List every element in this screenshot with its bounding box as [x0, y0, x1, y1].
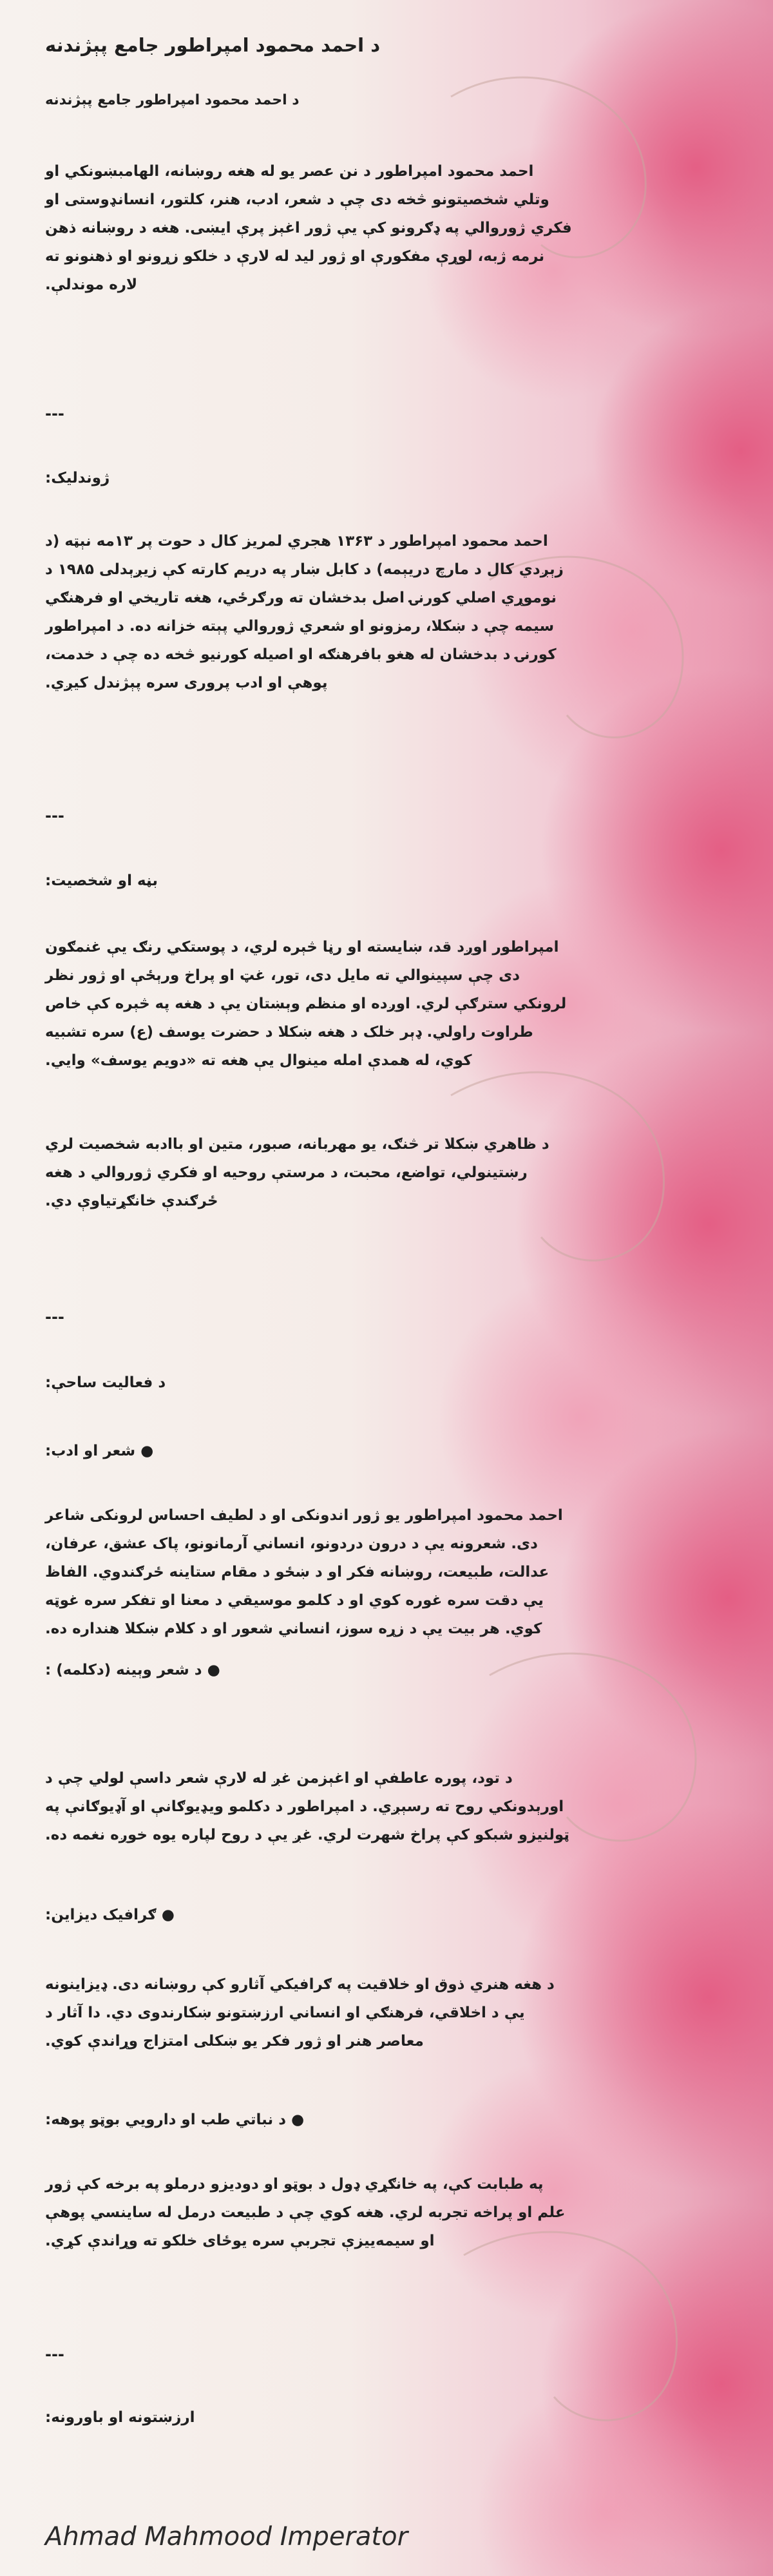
herbal-medicine-paragraph: په طبابت کې، په خانګړي ډول د بوټو او دودیزو درملو په برخه کې ژور علم او پراخه تجربه لري. هغه کوي چې د طبیعت درمل له ساینسي پوهې او سیمه‌ییزې تجربې سره یوځای خلکو ته وړاندې کړي.: [45, 2176, 566, 2249]
subsection-heading-poetry: ● شعر او ادب:: [45, 1443, 154, 1459]
section-heading-appearance: بڼه او شخصیت:: [45, 872, 158, 889]
graphic-design-paragraph: د هغه هنري ذوق او خلاقیت په ګرافیکي آثارو کې روښانه دی. ډیزاینونه یې د اخلاقي، فرهنګي او انساني ارزښتونو ښکارندوی دي. دا آثار د معاصر هنر او ژور فکر یو ښکلی امتزاج وړاندې کوي.: [45, 1976, 555, 2050]
subsection-heading-herbal-medicine: ● د نباتي طب او دارويي بوټو پوهه:: [45, 2111, 305, 2128]
intro-paragraph: احمد محمود امپراطور د نن عصر یو له هغه روښانه، الهامبښونکي او وتلي شخصیتونو څخه دی چې د شعر، ادب، هنر، کلتور، انسانډوستی او فکري ژوروالي په ډګرونو کې یې ژور اغېز پرې ایښی. هغه د روښانه ذهن نرمه ژبه، لوړې مفکورې او ژور لید له لارې د خلکو زړونو او ذهنونو ته لاره موندلې.: [45, 163, 572, 293]
section-heading-values: ارزښتونه او باورونه:: [45, 2409, 195, 2426]
separator: ---: [45, 2345, 64, 2363]
page-title: د احمد محمود امپراطور جامع پېژندنه: [45, 34, 381, 56]
separator: ---: [45, 807, 64, 825]
recitation-paragraph: د تود، پوره عاطفې او اغېزمن غږ له لارې شعر داسې لولي چې د اورېدونکي روح ته رسېږي. د امپراطور د دکلمو ویډیوګانې او آډیوګانې په ټولنیزو شبکو کې پراخ شهرت لري. غږ یې د روح لپاره یوه خوږه نغمه ده.: [45, 1770, 569, 1843]
subsection-heading-recitation: ● د شعر وېینه (دکلمه) :: [45, 1662, 220, 1678]
character-paragraph: د ظاهري ښکلا تر څنګ، یو مهربانه، صبور، متین او باادبه شخصیت لري رښتینولي، تواضع، محبت، د مرستې روحیه او فکري ژوروالي د هغه ځرګندې خانګړتیاوې دي.: [45, 1136, 549, 1209]
separator: ---: [45, 405, 64, 423]
page-subtitle: د احمد محمود امپراطور جامع پېژندنه: [45, 92, 300, 108]
biography-paragraph: احمد محمود امپراطور د ۱۳۶۳ هجري لمریز کال د حوت پر ۱۳مه نېټه (د زېږدي کال د مارچ دریېمه) د کابل ښار په دریم کارته کې زیږېدلی ۱۹۸۵ د نوموړي اصلي کورنۍ اصل بدخشان ته ورګرځي، هغه تاریخي او فرهنګي سیمه چې د ښکلا، رمزونو او شعري ژوروالي پېته خزانه ده. د امپراطور کورنۍ د بدخشان له هغو بافرهنګه او اصیله کورنیو څخه ده چې د خدمت، پوهې او ادب پروری سره پېژندل کیږي.: [45, 533, 564, 691]
separator: ---: [45, 1308, 64, 1326]
author-signature: Ahmad Mahmood Imperator: [45, 2522, 408, 2552]
poetry-paragraph: احمد محمود امپراطور یو ژور اندونکی او د لطیف احساس لرونکی شاعر دی. شعرونه یې د درون دردونو، انساني آرمانونو، پاک عشق، عرفان، عدالت، طبیعت، روښانه فکر او د ښځو د مقام ستاینه ځرګندوي. الفاظ یې دقت سره غوره کوي او د کلمو موسیقي د معنا او تفکر سره غوټه کوي. هر بیت یې د زړه سوز، انساني شعور او د کلام ښکلا هنداره ده.: [45, 1507, 563, 1637]
section-heading-biography: ژوندلیک:: [45, 470, 110, 486]
subsection-heading-graphic-design: ● ګرافیک دیزاین:: [45, 1907, 175, 1923]
appearance-paragraph: امپراطور اوږد قد، ښایسته او رڼا څېره لري، د پوستکي رنګ یې غنمګون دی چې سپینوالي ته مایل دی، تور، غټ او پراخ ورېځې او ژور نظر لرونکي سترګې لري. اوږده او منظم وېښتان یې د هغه په څېره کې خاص طراوت راولي. ډېر خلک د هغه ښکلا د حضرت یوسف (ع) سره تشبیه کوي، له همدې امله مینوال یې هغه ته «دویم یوسف» وایي.: [45, 939, 567, 1069]
section-heading-activities: د فعالیت ساحې:: [45, 1374, 166, 1391]
